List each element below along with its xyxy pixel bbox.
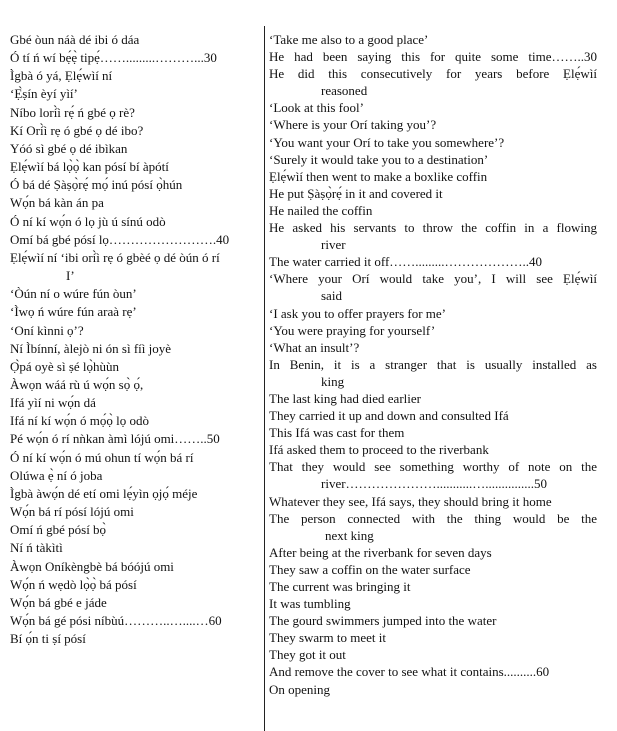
english-line: He put Ṣàṣọ̀rẹ́ in it and covered it	[269, 185, 443, 201]
yoruba-column	[10, 31, 253, 648]
english-line-continuation: said	[321, 288, 342, 304]
english-line: They saw a coffin on the water surface	[269, 561, 471, 577]
english-line: The water carried it off…….........………………..40	[269, 254, 543, 270]
yoruba-line: Gbé òun náà dé ibi ó dáa	[10, 32, 140, 47]
yoruba-line: Ọ̀pá oyè sì ṣé lọ̀hùùn	[10, 358, 120, 374]
yoruba-line: Ní ń tàkìtì	[10, 540, 63, 556]
yoruba-line: Ní Ìbínní, àlejò ni ón sì fíì joyè	[10, 340, 172, 356]
english-line: That they would see something worthy of note on the	[269, 459, 597, 475]
yoruba-line: Àwọn wáá rù ú wọ́n sọ̀ ọ́,	[10, 376, 144, 392]
english-line: The person connected with the thing would be the	[269, 510, 597, 526]
english-line-continuation: next king	[325, 527, 374, 543]
yoruba-line: Ẹlẹ́wìí ní ‘ibi orí̀ì rẹ ó gbèé ọ dé òún ó rí	[10, 249, 220, 265]
yoruba-line: Àwọn Oníkèngbè bá bóójú omi	[10, 558, 174, 574]
english-line: The last king had died earlier	[269, 390, 421, 406]
yoruba-line: Pé wọ́n ó rí nǹkan àmì lójú omi……..50	[10, 431, 220, 447]
english-line: The gourd swimmers jumped into the water	[269, 613, 497, 629]
english-line: After being at the riverbank for seven days	[269, 544, 492, 560]
yoruba-line: Wọ́n ń wẹdò lọ̀ọ̀ bá pósí	[10, 576, 137, 592]
english-column	[269, 31, 597, 698]
english-line: This Ifá was cast for them	[269, 425, 405, 441]
yoruba-line: Yóó sì gbé ọ dé ibìkan	[10, 140, 128, 156]
yoruba-line: Ó tí ń wí bẹ́ẹ̀ tipẹ́…….........………...30	[10, 50, 217, 66]
yoruba-line: Wọ́n bá kàn án pa	[10, 195, 104, 211]
yoruba-line: ‘Ìwọ ń wúre fún araà rẹ’	[10, 304, 137, 320]
english-line: They got it out	[269, 647, 346, 663]
english-line: He did this consecutively for years before Ẹlẹ́wìí	[269, 66, 597, 82]
yoruba-line: Kí Orí̀ì rẹ ó gbé ọ dé ibo?	[10, 122, 144, 138]
english-line: The current was bringing it	[269, 579, 411, 594]
english-line: ‘Look at this fool’	[269, 100, 364, 116]
english-line: ‘Take me also to a good place’	[269, 32, 429, 47]
english-line: Ifá asked them to proceed to the riverbank	[269, 442, 489, 458]
english-line: He had been saying this for quite some time……..30	[269, 49, 597, 65]
english-line-continuation: river…………………...........…...............50	[321, 476, 548, 492]
yoruba-line: Omí bá gbé pósí lọ…………………….40	[10, 231, 230, 247]
english-line: In Benin, it is a stranger that is usually installed as	[269, 356, 597, 372]
yoruba-line: Bí ọ́n ti ṣí pósí	[10, 631, 86, 647]
english-line-continuation: king	[321, 373, 345, 389]
yoruba-line: Wọ́n bá rí pósí lójú omi	[10, 504, 134, 520]
english-line: ‘What an insult’?	[269, 339, 360, 355]
yoruba-line: ‘Oní kìnni ọ’?	[10, 322, 84, 338]
column-divider	[264, 26, 265, 731]
english-line-continuation: river	[321, 237, 346, 253]
english-line: ‘Where is your Orí taking you’?	[269, 117, 437, 133]
yoruba-line: Wọ́n bá gé pósi níbùú………..…....…60	[10, 613, 222, 628]
yoruba-line: ‘Ẹ̀ṣín èyí yìí’	[10, 86, 78, 102]
english-line: Ẹlẹ́wìí then went to make a boxlike coffin	[269, 168, 488, 184]
english-line: It was tumbling	[269, 596, 351, 612]
english-line: ‘Surely it would take you to a destination’	[269, 151, 489, 167]
yoruba-line: Ifá yìí ni wọ́n dá	[10, 395, 96, 411]
yoruba-line: Ẹlẹ́wìí bá lọ̀ọ̀ kan pósí bí àpótí	[10, 159, 169, 175]
yoruba-line: Ifá ní kí wọ́n ó mọ́ọ̀ lọ odò	[10, 413, 150, 429]
english-line-continuation: reasoned	[321, 83, 368, 99]
yoruba-line: Níbo lorí̀ì rẹ́ ń gbé ọ rè?	[10, 104, 135, 120]
english-line: He nailed the coffin	[269, 202, 373, 218]
english-line: ‘You want your Orí to take you somewhere’?	[269, 134, 505, 150]
yoruba-line: Wọ́n bá gbé e jáde	[10, 594, 107, 610]
english-line: On opening	[269, 681, 331, 697]
english-line: ‘Where your Orí would take you’, I will see Ẹlẹ́wìí	[269, 271, 597, 287]
english-line: Whatever they see, Ifá says, they should bring it home	[269, 493, 552, 509]
english-line: ‘You were praying for yourself’	[269, 322, 436, 338]
yoruba-line: Ó bá dé Ṣàṣọ̀rẹ́ mọ́ inú pósí ọ̀hún	[10, 177, 183, 193]
yoruba-line: Ìgbà àwọ́n dé etí omi lẹ́yìn ọjọ́ méje	[10, 485, 198, 501]
yoruba-line: ‘Òún ní o wúre fún òun’	[10, 286, 137, 302]
yoruba-line: Ó ní kí wọ́n ó lọ jù ú sínú odò	[10, 213, 166, 229]
english-line: He asked his servants to throw the coffin in a flowing	[269, 220, 597, 236]
english-line: ‘I ask you to offer prayers for me’	[269, 305, 446, 321]
english-line: They carried it up and down and consulted Ifá	[269, 408, 509, 424]
yoruba-line-continuation: I’	[66, 268, 75, 284]
english-line: They swarm to meet it	[269, 630, 386, 646]
english-line: And remove the cover to see what it contains..........60	[269, 664, 550, 680]
yoruba-line: Ó ní kí wọ́n ó mú ohun tí wọ́n bá rí	[10, 449, 194, 465]
yoruba-line: Omí ń gbé pósí bọ̀	[10, 522, 107, 538]
yoruba-line: Olúwa ẹ̀ ní ó joba	[10, 467, 103, 483]
yoruba-line: Ìgbà ó yá, Ẹlẹ́wìí ní	[10, 68, 113, 84]
